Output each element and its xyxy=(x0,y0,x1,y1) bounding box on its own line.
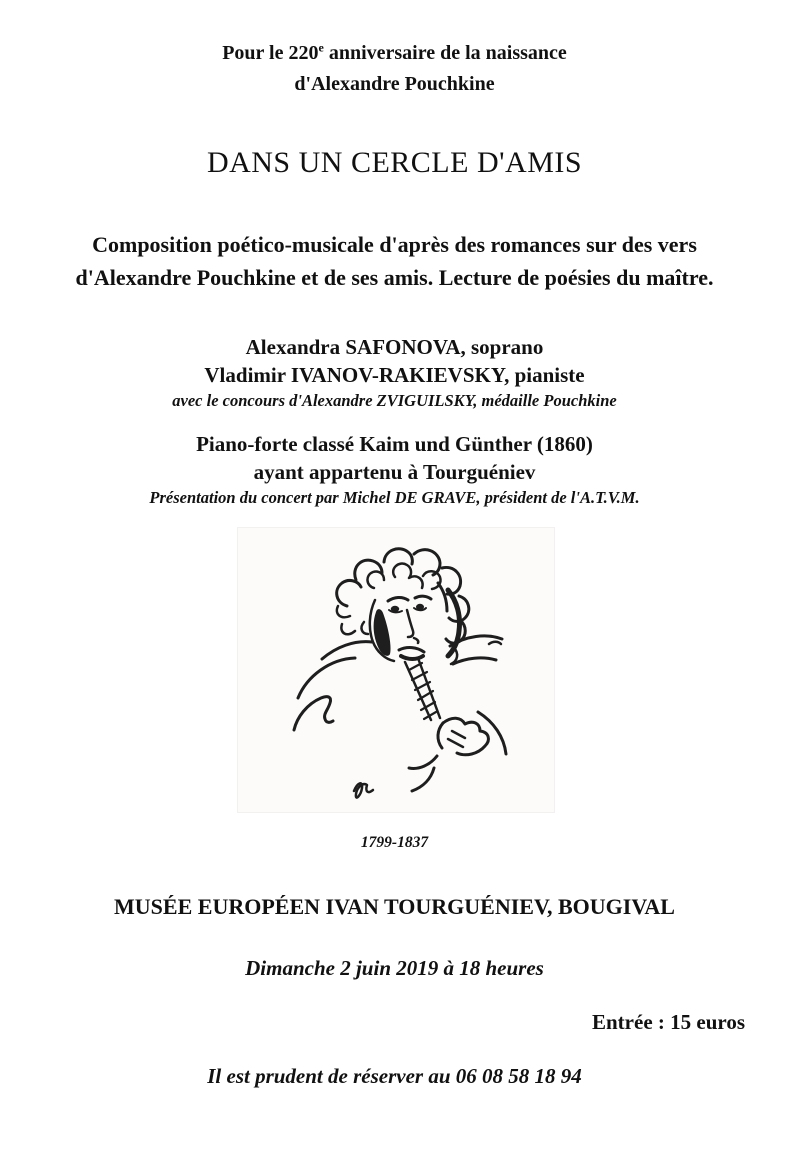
concours-note: avec le concours d'Alexandre ZVIGUILSKY, médaille Pouchkine xyxy=(172,391,617,410)
header-line-2: d'Alexandre Pouchkine xyxy=(294,73,495,95)
description xyxy=(0,228,789,294)
piano-line-1: Piano-forte classé Kaim und Günther (1860) xyxy=(196,432,593,456)
header-subtitle xyxy=(0,38,789,100)
performer-soprano: Alexandra SAFONOVA, soprano xyxy=(245,335,544,359)
piano-line-2: ayant appartenu à Tourguéniev xyxy=(253,460,536,484)
performer-pianist: Vladimir IVANOV-RAKIEVSKY, pianiste xyxy=(204,363,585,387)
presentation-note: Présentation du concert par Michel DE GRAVE, président de l'A.T.V.M. xyxy=(149,488,640,507)
description-line-1: Composition poético-musicale d'après des romances sur des vers xyxy=(92,232,697,257)
header-line-1 xyxy=(0,38,789,69)
pushkin-portrait-sketch xyxy=(238,528,554,812)
venue: MUSÉE EUROPÉEN IVAN TOURGUÉNIEV, BOUGIVAL xyxy=(114,894,675,919)
piano-block xyxy=(0,430,789,510)
header-line-1-suffix: anniversaire de la naissance xyxy=(323,42,567,64)
header-ordinal-superscript: e xyxy=(318,40,324,55)
description-line-2: d'Alexandre Pouchkine et de ses amis. Lecture de poésies du maître. xyxy=(75,265,714,290)
portrait-caption: 1799-1837 xyxy=(360,834,429,851)
header-line-1-prefix: Pour le 220 xyxy=(222,42,319,64)
pushkin-portrait xyxy=(238,528,554,812)
event-date: Dimanche 2 juin 2019 à 18 heures xyxy=(245,956,544,980)
performers-block xyxy=(0,333,789,413)
booking-note: Il est prudent de réserver au 06 08 58 18 94 xyxy=(207,1064,582,1088)
page-title: DANS UN CERCLE D'AMIS xyxy=(206,146,583,179)
price: Entrée : 15 euros xyxy=(592,1010,745,1034)
